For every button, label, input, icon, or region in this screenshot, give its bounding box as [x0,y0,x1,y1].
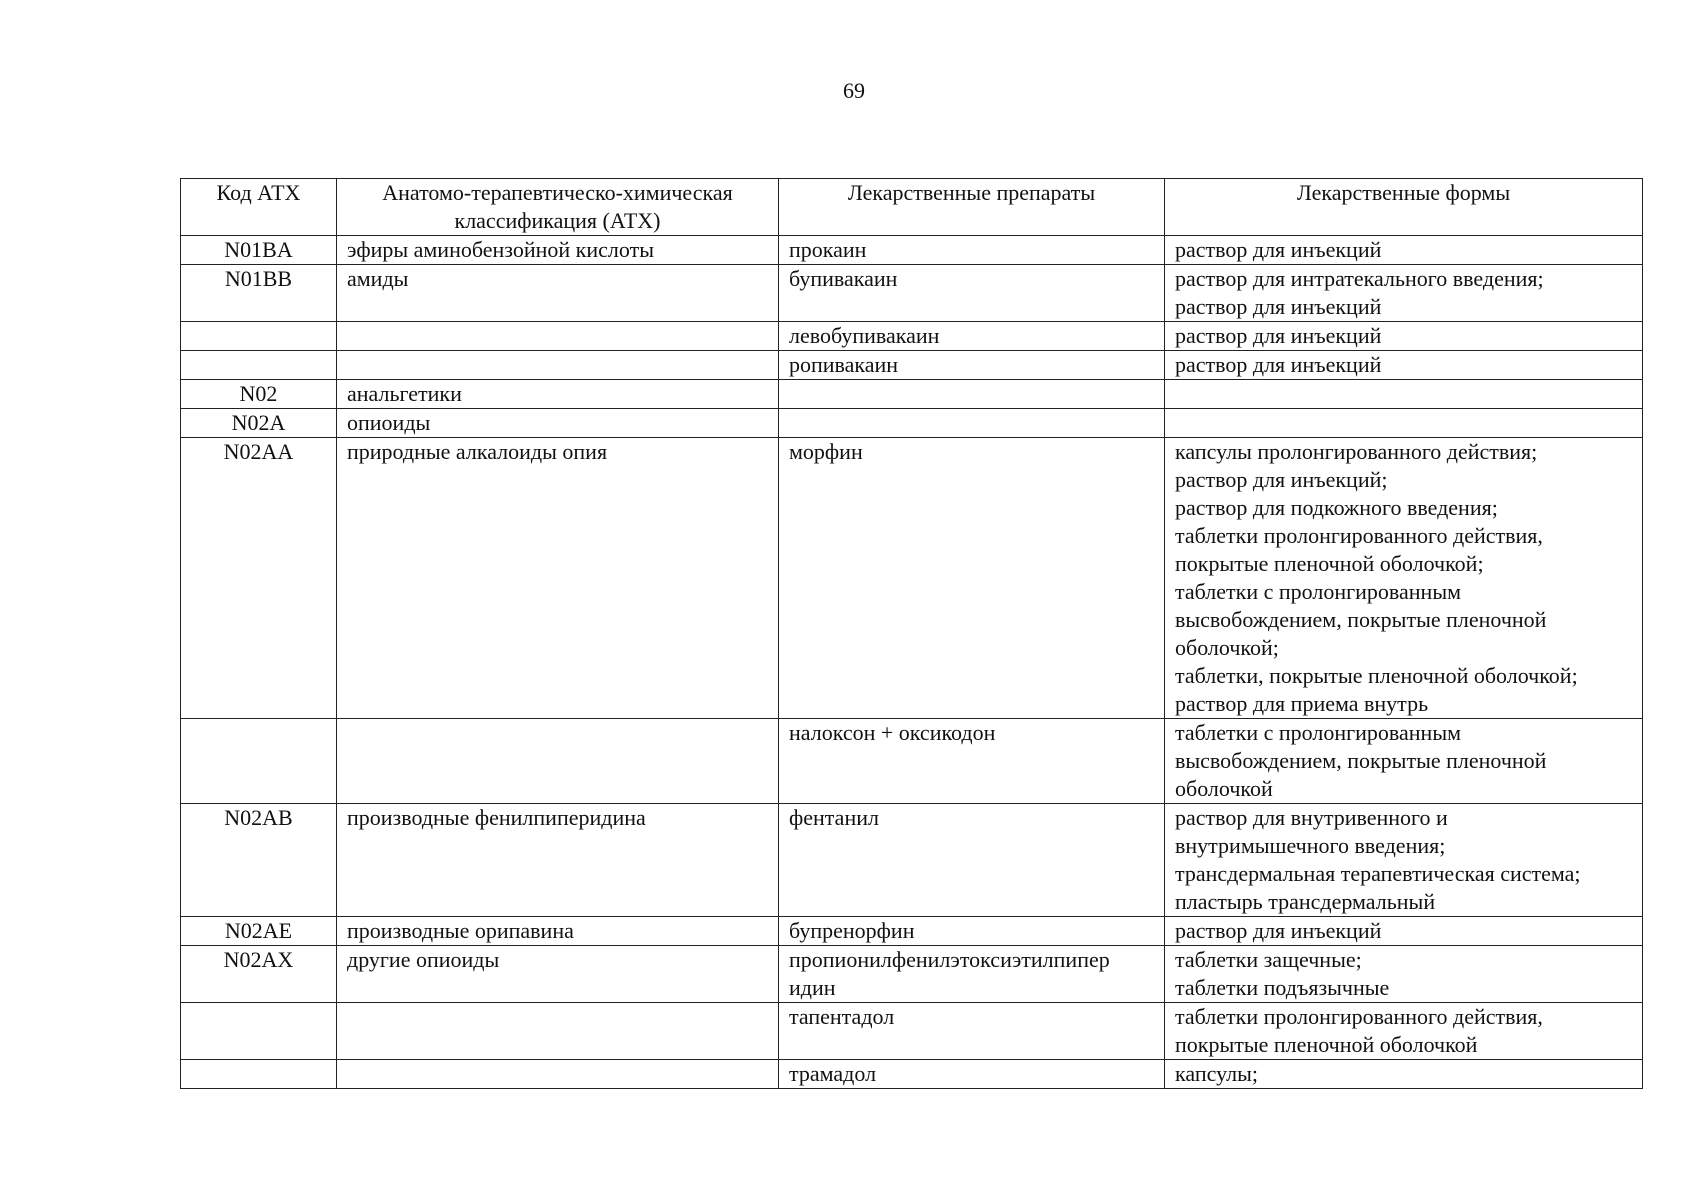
cell-dosage-forms [1165,438,1643,719]
cell-drug-text: прокаин [789,237,867,262]
header-atx-classification: Анатомо-терапевтическо-химическая классификация (АТХ) [337,179,779,236]
table-row [181,265,1643,322]
cell-drug [779,804,1165,917]
cell-drug [779,409,1165,438]
cell-atx-code [181,1003,337,1060]
cell-dosage-forms [1165,946,1643,1003]
cell-drug-text: бупивакаин [789,266,898,291]
cell-drug [779,719,1165,804]
cell-atx-code [181,409,337,438]
table-row [181,380,1643,409]
table-row [181,804,1643,917]
cell-atx-code [181,236,337,265]
cell-atx-classification-text: производные орипавина [347,918,574,943]
cell-atx-code-text: N02AE [224,918,293,943]
cell-atx-classification [337,409,779,438]
cell-drug [779,380,1165,409]
cell-atx-code [181,438,337,719]
cell-drug-text: бупренорфин [789,918,915,943]
table-body [181,236,1643,1089]
cell-dosage-forms-text: таблетки защечные; таблетки подъязычные [1175,947,1390,1000]
page-number: 69 [843,78,865,103]
cell-atx-classification [337,917,779,946]
cell-atx-code-text: N02AB [224,805,293,830]
cell-atx-classification [337,236,779,265]
cell-atx-code [181,804,337,917]
header-dosage-forms: Лекарственные формы [1165,179,1643,236]
cell-drug-text: морфин [789,439,863,464]
cell-drug [779,1060,1165,1089]
cell-drug-text: фентанил [789,805,879,830]
cell-atx-classification [337,322,779,351]
table-row [181,917,1643,946]
cell-dosage-forms [1165,236,1643,265]
cell-atx-code [181,946,337,1003]
cell-atx-classification [337,351,779,380]
cell-atx-classification [337,946,779,1003]
cell-dosage-forms-text: таблетки пролонгированного действия, покрытые пленочной оболочкой [1175,1004,1543,1057]
cell-atx-code [181,351,337,380]
cell-drug [779,351,1165,380]
table-row [181,351,1643,380]
cell-drug-text: пропионилфенилэтоксиэтилпипер идин [789,947,1110,1000]
cell-drug [779,1003,1165,1060]
cell-atx-classification-text: анальгетики [347,381,462,406]
cell-dosage-forms-text: раствор для инъекций [1175,918,1382,943]
cell-drug [779,946,1165,1003]
cell-dosage-forms [1165,1003,1643,1060]
cell-dosage-forms-text: раствор для внутривенного и внутримышечного введения; трансдермальная терапевтическая система; пластырь трансдермальный [1175,805,1581,914]
cell-atx-code-text: N02AX [223,947,294,972]
cell-drug [779,438,1165,719]
cell-dosage-forms-text: раствор для инъекций [1175,352,1382,377]
header-atx-code: Код АТХ [181,179,337,236]
cell-atx-code [181,380,337,409]
cell-drug-text: левобупивакаин [789,323,940,348]
cell-dosage-forms [1165,351,1643,380]
cell-atx-classification [337,265,779,322]
cell-dosage-forms [1165,409,1643,438]
cell-atx-code [181,265,337,322]
cell-dosage-forms-text: таблетки с пролонгированным высвобождением, покрытые пленочной оболочкой [1175,720,1547,801]
header-drugs: Лекарственные препараты [779,179,1165,236]
cell-drug-text: тапентадол [789,1004,895,1029]
cell-atx-code-text: N02 [239,381,278,406]
atx-table [180,178,1643,1089]
cell-atx-code-text: N02AA [223,439,294,464]
table-row [181,409,1643,438]
cell-atx-classification-text: опиоиды [347,410,431,435]
table-row [181,719,1643,804]
cell-atx-code-text: N01BB [224,266,293,291]
cell-drug-text: трамадол [789,1061,877,1086]
cell-atx-classification-text: другие опиоиды [347,947,500,972]
table-header-row [181,179,1643,236]
cell-dosage-forms-text: раствор для интратекального введения; раствор для инъекций [1175,266,1544,319]
cell-atx-code [181,1060,337,1089]
cell-drug [779,265,1165,322]
cell-drug [779,917,1165,946]
cell-drug-text: налоксон + оксикодон [789,720,996,745]
cell-atx-classification-text: эфиры аминобензойной кислоты [347,237,654,262]
table-row [181,1003,1643,1060]
cell-dosage-forms-text: капсулы пролонгированного действия; раствор для инъекций; раствор для подкожного введения; таблетки пролонгированного действия, покрытые пленочной оболочкой; таблетки с пролонгированным высвобождением, покрытые пленочной оболочкой; таблетки, покрытые пленочной оболочкой; раствор для приема внутрь [1175,439,1578,716]
cell-dosage-forms-text: капсулы; [1175,1061,1258,1086]
cell-atx-code-text: N02A [231,410,286,435]
cell-dosage-forms [1165,322,1643,351]
cell-atx-code-text: N01BA [224,237,293,262]
cell-dosage-forms-text: раствор для инъекций [1175,237,1382,262]
table-row [181,236,1643,265]
cell-atx-classification-text: производные фенилпиперидина [347,805,646,830]
cell-atx-classification [337,804,779,917]
cell-drug-text: ропивакаин [789,352,899,377]
cell-atx-classification [337,380,779,409]
cell-dosage-forms [1165,804,1643,917]
cell-atx-code [181,322,337,351]
cell-drug [779,322,1165,351]
cell-atx-classification [337,719,779,804]
cell-atx-classification [337,1060,779,1089]
cell-atx-classification-text: природные алкалоиды опия [347,439,608,464]
table-row [181,946,1643,1003]
cell-atx-code [181,917,337,946]
cell-atx-classification [337,1003,779,1060]
cell-dosage-forms [1165,1060,1643,1089]
cell-dosage-forms [1165,917,1643,946]
cell-dosage-forms [1165,265,1643,322]
table-row [181,322,1643,351]
cell-atx-classification [337,438,779,719]
cell-atx-classification-text: амиды [347,266,409,291]
cell-dosage-forms [1165,380,1643,409]
cell-dosage-forms-text: раствор для инъекций [1175,323,1382,348]
cell-atx-code [181,719,337,804]
cell-drug [779,236,1165,265]
cell-dosage-forms [1165,719,1643,804]
table-row [181,1060,1643,1089]
table-row [181,438,1643,719]
